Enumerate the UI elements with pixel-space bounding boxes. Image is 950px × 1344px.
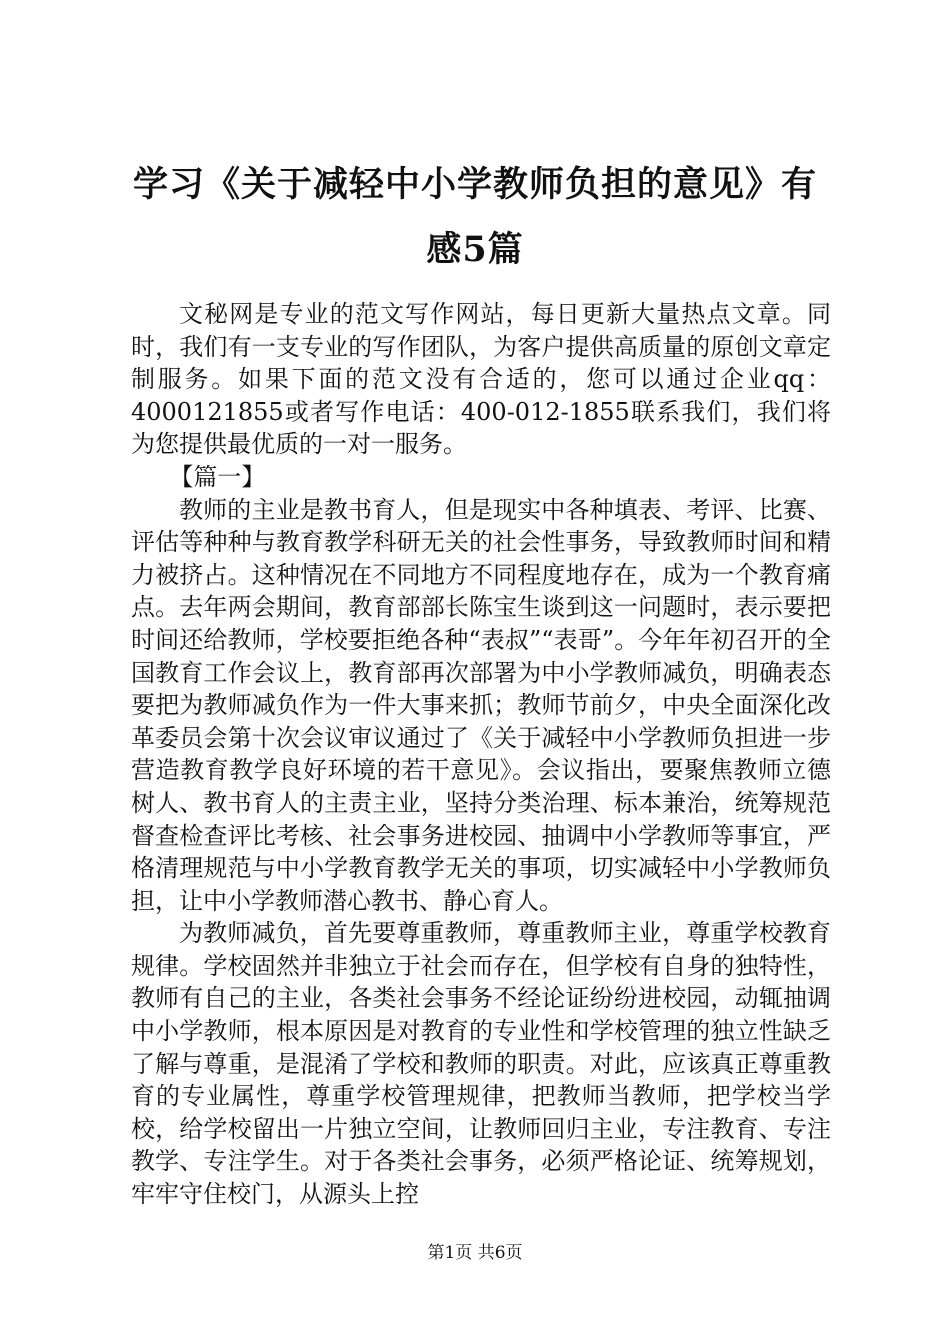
- section-heading: 【篇一】: [169, 462, 266, 491]
- page-number-footer: 第1页 共6页: [427, 1243, 523, 1263]
- intro-paragraph: 文秘网是专业的范文写作网站，每日更新大量热点文章。同时，我们有一支专业的写作团队，为客户提供高质量的原创文章定制服务。如果下面的范文没有合适的，您可以通过企业qq：4000121855或者写作电话：400-012-1855联系我们，我们将为您提供最优质的一对一服务。: [131, 300, 831, 459]
- body-paragraph: 教师的主业是教书育人，但是现实中各种填表、考评、比赛、评估等种种与教育教学科研无关的社会性事务，导致教师时间和精力被挤占。这种情况在不同地方不同程度地存在，成为一个教育痛点。去年两会期间，教育部部长陈宝生谈到这一问题时，表示要把时间还给教师，学校要拒绝各种“表叔”“表哥”。今年年初召开的全国教育工作会议上，教育部再次部署为中小学教师减负，明确表态要把为教师减负作为一件大事来抓；教师节前夕，中央全面深化改革委员会第十次会议审议通过了《关于减轻中小学教师负担进一步营造教育教学良好环境的若干意见》。会议指出，要聚焦教师立德树人、教书育人的主责主业，坚持分类治理、标本兼治，统筹规范督查检查评比考核、社会事务进校园、抽调中小学教师等事宜，严格清理规范与中小学教育教学无关的事项，切实减轻中小学教师负担，让中小学教师潜心教书、静心育人。: [131, 495, 831, 915]
- body-paragraph: 为教师减负，首先要尊重教师，尊重教师主业，尊重学校教育规律。学校固然并非独立于社会而存在，但学校有自身的独特性，教师有自己的主业，各类社会事务不经论证纷纷进校园，动辄抽调中小学教师，根本原因是对教育的专业性和学校管理的独立性缺乏了解与尊重，是混淆了学校和教师的职责。对此，应该真正尊重教育的专业属性，尊重学校管理规律，把教师当教师，把学校当学校，给学校留出一片独立空间，让教师回归主业，专注教育、专注教学、专注学生。对于各类社会事务，必须严格论证、统筹规划，牢牢守住校门，从源头上控: [131, 919, 831, 1209]
- document-title: 学习《关于减轻中小学教师负担的意见》有感5篇: [132, 164, 817, 270]
- document-body: [131, 298, 831, 1211]
